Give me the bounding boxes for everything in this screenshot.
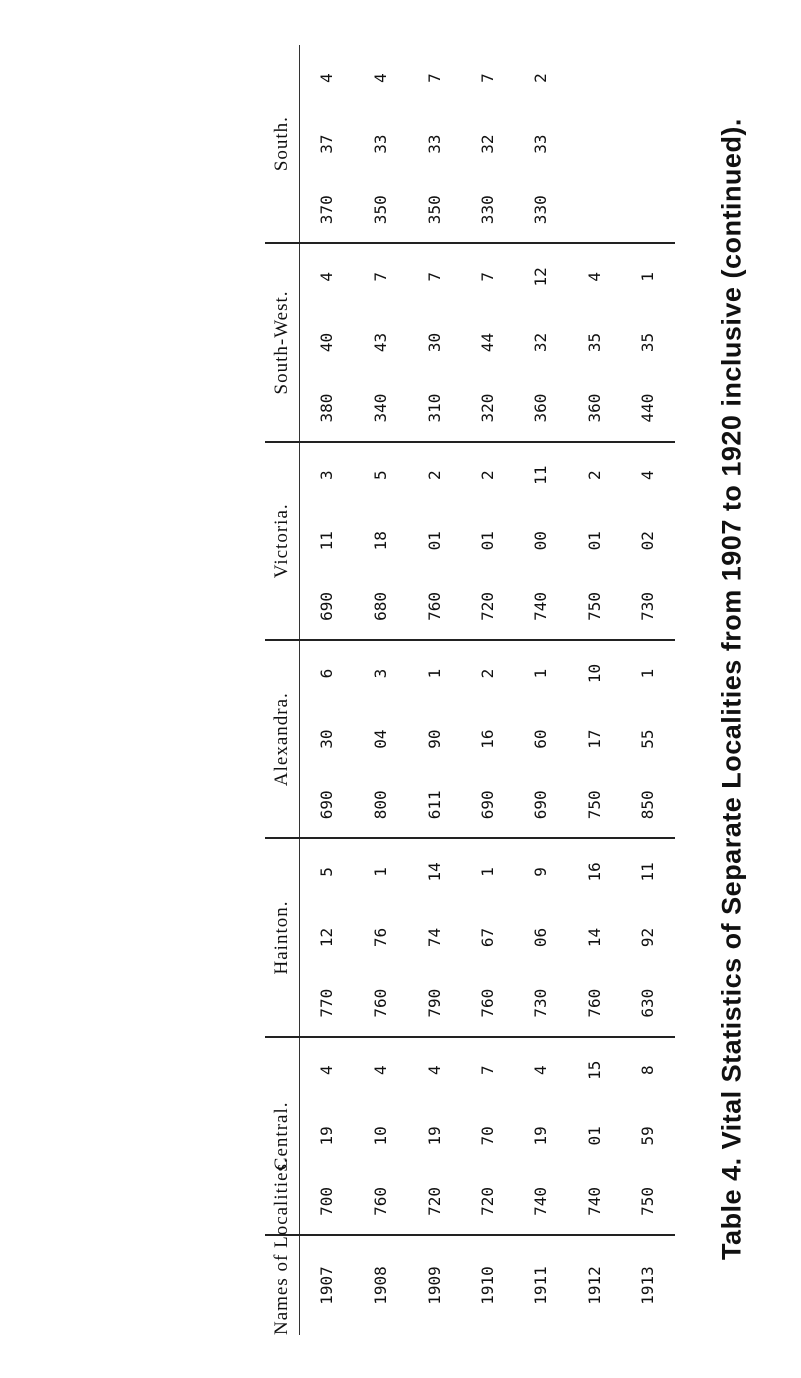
table-cell: 10 [371, 1126, 391, 1146]
table-cell: 4 [317, 1065, 337, 1076]
table-cell: 19 [531, 1126, 551, 1146]
table-cell: 750 [568, 772, 621, 838]
table-cell: 690 [461, 772, 514, 838]
table-cell: 760 [408, 574, 461, 640]
header-group: South-West. [265, 243, 300, 441]
table-cell: 360 [568, 376, 621, 442]
table-cell: 7 [424, 73, 444, 83]
table-cell: 16 [478, 729, 498, 749]
table-cell: 1 [478, 867, 498, 877]
table-cell: 3 [317, 470, 337, 480]
header-group: Central. [265, 1037, 300, 1235]
header-names-of-localities: Names of Localities. [265, 1235, 300, 1335]
table-cell: 12 [531, 267, 551, 287]
table-cell: 760 [355, 971, 408, 1037]
table-cell: 360 [515, 376, 568, 442]
table-cell: 630 [622, 971, 675, 1037]
table-cell: 60 [531, 729, 551, 749]
table-cell: 790 [408, 971, 461, 1037]
table-cell: 1 [638, 272, 658, 282]
table-cell: 760 [355, 1169, 408, 1235]
table-cell: 330 [461, 177, 514, 243]
table-cell: 67 [478, 927, 498, 948]
table-cell: 1 [371, 867, 391, 877]
table-cell: 7 [478, 73, 498, 83]
table-cell: 00 [531, 531, 551, 551]
table-cell: 320 [461, 376, 514, 442]
year-cell: 1912 [568, 1235, 621, 1335]
table-cell: 17 [584, 729, 604, 749]
table-cell: 10 [584, 663, 604, 684]
table-cell: 30 [424, 332, 444, 353]
table-cell: 2 [531, 73, 551, 83]
table-cell: 2 [584, 470, 604, 480]
table-cell [622, 111, 675, 177]
year-cell: 1908 [355, 1235, 408, 1335]
table-cell: 92 [638, 927, 658, 948]
table-cell: 350 [355, 177, 408, 243]
table-cell: 12 [317, 927, 337, 948]
table-cell [622, 177, 675, 243]
table-cell: 35 [638, 332, 658, 353]
table-cell: 40 [317, 332, 337, 353]
table-cell: 5 [317, 867, 337, 877]
table-cell: 33 [371, 134, 391, 154]
table-cell: 770 [300, 971, 355, 1037]
table-cell: 2 [478, 668, 498, 679]
table-row [568, 45, 621, 1335]
year-cell: 1907 [300, 1235, 355, 1335]
table-cell: 14 [424, 862, 444, 882]
table-cell: 01 [584, 531, 604, 551]
table-cell: 680 [355, 574, 408, 640]
table-cell: 440 [622, 376, 675, 442]
table-cell: 11 [317, 531, 337, 551]
table-row [300, 45, 355, 1335]
table-cell: 800 [355, 772, 408, 838]
table-cell: 730 [515, 971, 568, 1037]
table-cell: 4 [317, 272, 337, 282]
table-cell: 32 [531, 332, 551, 353]
table-cell: 700 [300, 1169, 355, 1235]
table-cell: 02 [638, 531, 658, 551]
year-cell: 1913 [622, 1235, 675, 1335]
table-cell: 350 [408, 177, 461, 243]
table-cell: 340 [355, 376, 408, 442]
table-cell: 740 [515, 1169, 568, 1235]
table-cell: 1 [638, 668, 658, 679]
table-row [622, 45, 675, 1335]
table-cell: 7 [478, 1065, 498, 1076]
table-cell: 740 [515, 574, 568, 640]
table-cell: 11 [638, 862, 658, 882]
table-cell: 70 [478, 1126, 498, 1146]
table-cell: 14 [584, 927, 604, 948]
table-cell: 90 [424, 729, 444, 749]
table-cell: 19 [424, 1126, 444, 1146]
table-cell: 55 [638, 729, 658, 749]
table-cell [568, 111, 621, 177]
statistics-table [265, 45, 675, 1335]
table-cell: 4 [371, 73, 391, 83]
table-row [355, 45, 408, 1335]
year-cell: 1909 [408, 1235, 461, 1335]
table-cell: 750 [568, 574, 621, 640]
table-cell: 720 [408, 1169, 461, 1235]
table-cell: 7 [371, 272, 391, 282]
year-cell: 1911 [515, 1235, 568, 1335]
table-cell: 720 [461, 1169, 514, 1235]
table-cell: 04 [371, 729, 391, 749]
table-cell: 740 [568, 1169, 621, 1235]
table-cell: 611 [408, 772, 461, 838]
table-cell: 9 [531, 867, 551, 877]
table-cell [568, 45, 621, 111]
table-cell: 74 [424, 927, 444, 948]
header-group: Hainton. [265, 838, 300, 1036]
table-cell: 59 [638, 1126, 658, 1146]
table-cell: 8 [638, 1065, 658, 1076]
table-cell: 01 [424, 531, 444, 551]
table-cell: 2 [424, 470, 444, 480]
table-cell: 730 [622, 574, 675, 640]
table-cell: 18 [371, 531, 391, 551]
table-cell: 690 [300, 574, 355, 640]
table-cell: 1 [424, 668, 444, 679]
table-cell: 7 [424, 272, 444, 282]
table-cell: 44 [478, 332, 498, 353]
table-cell: 4 [317, 73, 337, 83]
table-cell: 750 [622, 1169, 675, 1235]
table-cell: 32 [478, 134, 498, 154]
table-cell: 4 [424, 1065, 444, 1076]
table-cell: 1 [531, 668, 551, 679]
year-cell: 1910 [461, 1235, 514, 1335]
table-row [461, 45, 514, 1335]
header-group: South. [265, 45, 300, 243]
table-cell: 37 [317, 134, 337, 154]
table-row [408, 45, 461, 1335]
table-row [515, 45, 568, 1335]
table-cell: 30 [317, 729, 337, 749]
table-cell: 3 [371, 668, 391, 679]
table-cell: 16 [584, 862, 604, 882]
table-cell: 01 [478, 531, 498, 551]
table-cell: 19 [317, 1126, 337, 1146]
table-cell [568, 177, 621, 243]
table-cell: 11 [531, 465, 551, 485]
table-cell: 4 [371, 1065, 391, 1076]
page-title: Table 4. Vital Statistics of Separate Localities from 1907 to 1920 inclusive (continued). [716, 118, 747, 1260]
table-cell: 15 [584, 1060, 604, 1080]
table-cell: 4 [531, 1065, 551, 1076]
table-cell: 76 [371, 927, 391, 948]
table-cell: 43 [371, 332, 391, 353]
table-cell [622, 45, 675, 111]
table-cell: 690 [300, 772, 355, 838]
table-cell: 850 [622, 772, 675, 838]
table-cell: 7 [478, 272, 498, 282]
table-cell: 06 [531, 927, 551, 948]
table-cell: 720 [461, 574, 514, 640]
table-cell: 4 [584, 272, 604, 282]
table-cell: 4 [638, 470, 658, 480]
table-cell: 760 [461, 971, 514, 1037]
table-cell: 370 [300, 177, 355, 243]
table-cell: 330 [515, 177, 568, 243]
table-cell: 33 [531, 134, 551, 154]
table-cell: 35 [584, 332, 604, 353]
table-cell: 33 [424, 134, 444, 154]
table-cell: 760 [568, 971, 621, 1037]
table-cell: 5 [371, 470, 391, 480]
table-cell: 2 [478, 470, 498, 480]
table-cell: 310 [408, 376, 461, 442]
table-cell: 690 [515, 772, 568, 838]
table-cell: 6 [317, 668, 337, 679]
table-cell: 380 [300, 376, 355, 442]
header-group: Victoria. [265, 442, 300, 640]
table-cell: 01 [584, 1126, 604, 1146]
header-group: Alexandra. [265, 640, 300, 838]
